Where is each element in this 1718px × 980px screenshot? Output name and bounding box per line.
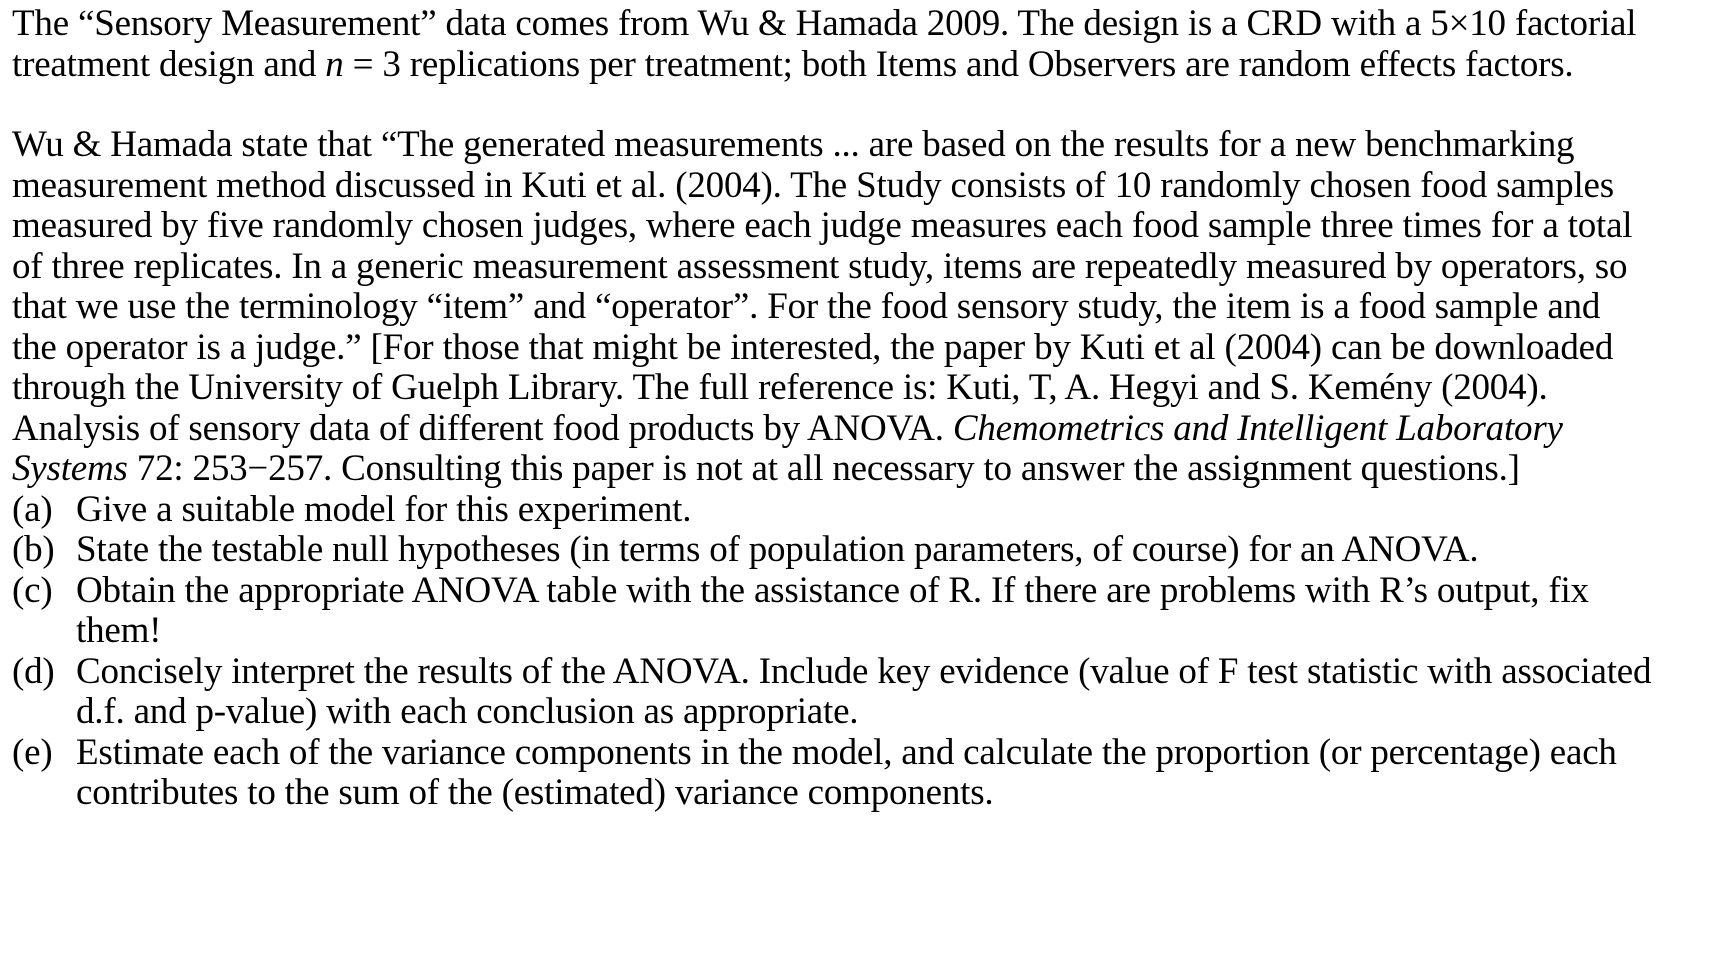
intro-text-start: The “Sensory Measurement” data comes from Wu & Hamada 2009. The design is a CRD with a 5×10 factorial treatment design and xyxy=(12,3,1637,85)
intro-text-end: = 3 replications per treatment; both Items and Observers are random effects factors. xyxy=(343,43,1574,85)
description-text-start: Wu & Hamada state that “The generated measurements ... are based on the results for a new benchmarking measurement method discussed in Kuti et al. (2004). The Study consists of 10 randomly chosen food samples measured by five randomly chosen judges, where each judge measures each food sample three times for a total of three replicates. In a generic measurement assessment study, items are repeatedly measured by operators, so that we use the terminology “item” and “operator”. For the food sensory study, the item is a food sample and the operator is a judge.” [For those that might be interested, the paper by Kuti et al (2004) can be downloaded through the University of Guelph Library. The full reference is: Kuti, T, A. Hegyi and S. Kemény (2004). Analysis of sensory data of different food products by ANOVA. xyxy=(12,124,1633,449)
question-e xyxy=(12,733,1652,814)
question-text: Obtain the appropriate ANOVA table with the assistance of R. If there are problems with R’s output, fix them! xyxy=(76,569,1589,651)
question-label: (a) xyxy=(12,488,53,530)
question-d xyxy=(12,652,1652,733)
question-label: (d) xyxy=(12,650,55,692)
question-label: (c) xyxy=(12,569,53,611)
description-paragraph xyxy=(12,125,1652,490)
description-text-end: 72: 253−257. Consulting this paper is not at all necessary to answer the assignment questions.] xyxy=(127,448,1520,489)
question-text: Concisely interpret the results of the ANOVA. Include key evidence (value of F test statistic with associated d.f. and p-value) with each conclusion as appropriate. xyxy=(76,650,1652,732)
journal-title: Chemometrics and Intelligent Laboratory Systems xyxy=(12,407,1563,489)
question-text: Estimate each of the variance components in the model, and calculate the proportion (or percentage) each contributes to the sum of the (estimated) variance components. xyxy=(76,731,1617,813)
question-a xyxy=(12,490,1652,531)
intro-paragraph xyxy=(12,4,1652,85)
question-list xyxy=(12,490,1652,814)
question-label: (b) xyxy=(12,529,55,570)
question-text: State the testable null hypotheses (in terms of population parameters, of course) for an ANOVA. xyxy=(76,529,1479,570)
paragraph-gap xyxy=(12,85,1652,125)
question-label: (e) xyxy=(12,731,53,773)
n-symbol: n xyxy=(325,43,344,85)
question-text: Give a suitable model for this experiment. xyxy=(76,488,692,530)
question-b xyxy=(12,530,1652,571)
question-c xyxy=(12,571,1652,652)
assignment-document xyxy=(12,4,1652,814)
